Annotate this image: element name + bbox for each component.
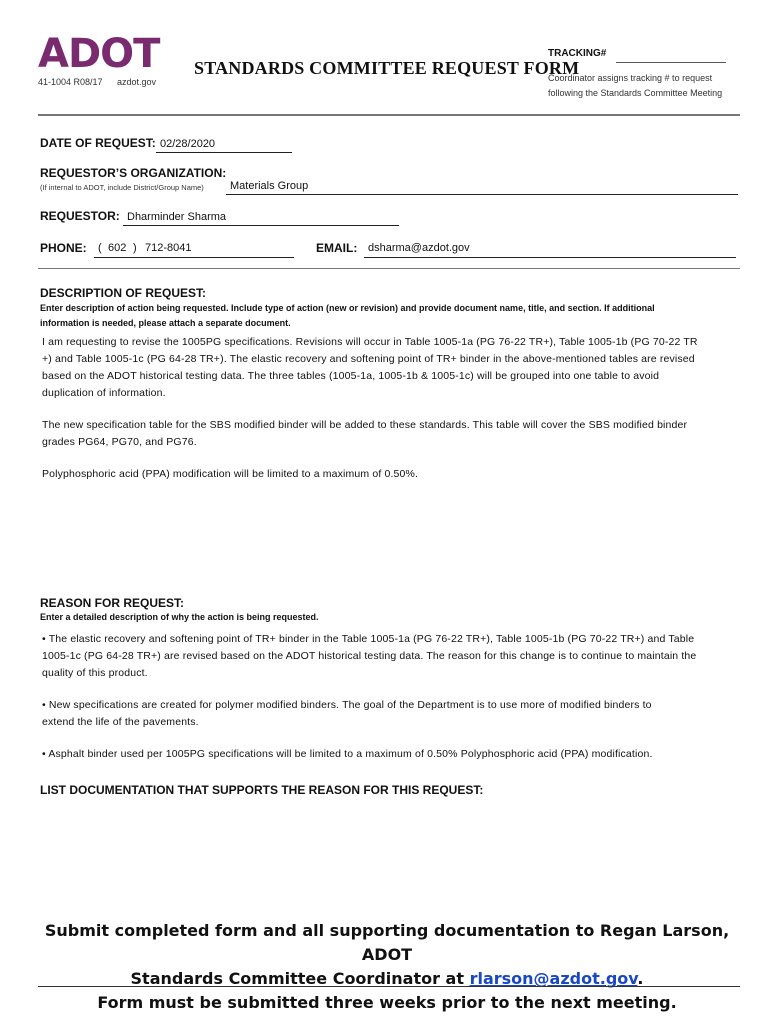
phone-area-code-field[interactable]: 602 [108,242,127,254]
reason-hint: Enter a detailed description of why the action is being requested. [40,612,319,622]
phone-area-close: ) [133,242,137,254]
footer-line-2-suffix: . [637,969,644,988]
description-line: The new specification table for the SBS modified binder will be added to these standards. This table will cover the SBS modified binder [42,419,688,431]
tracking-note-line-2: following the Standards Committee Meeting [548,88,723,98]
requestor-field-value[interactable]: Dharminder Sharma [127,211,227,223]
description-line: duplication of information. [42,387,166,399]
description-line: +) and Table 1005-1c (PG 64-28 TR+). The elastic recovery and softening point of TR+ binder in the above-mentioned tables are revised [42,353,695,365]
description-line: grades PG64, PG70, and PG76. [42,436,197,448]
organization-label: REQUESTOR’S ORGANIZATION: [40,166,227,180]
coordinator-email-link[interactable]: rlarson@azdot.gov [469,969,638,988]
footer-divider [38,986,740,987]
description-hint-line-2: information is needed, please attach a separate document. [40,318,291,328]
description-line: based on the ADOT historical testing data. The three tables (1005-1a, 1005-1b & 1005-1c) will be grouped into one table to avoid [42,370,660,382]
reason-line: • The elastic recovery and softening point of TR+ binder in the Table 1005-1a (PG 76-22 TR+), Table 1005-1b (PG 70-22 TR+) and Table [42,633,695,645]
submission-instructions [40,919,734,1015]
footer-line-2-prefix: Standards Committee Coordinator at [130,969,470,988]
header-divider [38,114,740,116]
phone-label: PHONE: [40,241,87,255]
reason-line: 1005-1c (PG 64-28 TR+) are revised based on the ADOT historical testing data. The reason for this change is to continue to maintain the [42,650,697,662]
documentation-title: LIST DOCUMENTATION THAT SUPPORTS THE REASON FOR THIS REQUEST: [40,783,484,797]
organization-field-value[interactable]: Materials Group [230,180,309,192]
date-label: DATE OF REQUEST: [40,136,156,150]
date-field-value[interactable]: 02/28/2020 [160,138,216,150]
organization-field-underline [226,194,738,195]
description-hint-line-1: Enter description of action being requested. Include type of action (new or revision) and provide document name, title, and section. If additional [40,303,655,313]
reason-line: • New specifications are created for polymer modified binders. The goal of the Department is to use more of modified binders to [42,699,652,711]
tracking-note-line-1: Coordinator assigns tracking # to request [548,73,713,83]
description-line: I am requesting to revise the 1005PG specifications. Revisions will occur in Table 1005-1a (PG 76-22 TR+), Table 1005-1b (PG 70-22 TR [42,336,698,348]
reason-line: quality of this product. [42,667,148,679]
description-title: DESCRIPTION OF REQUEST: [40,286,207,300]
reason-line: extend the life of the pavements. [42,716,199,728]
description-line: Polyphosphoric acid (PPA) modification will be limited to a maximum of 0.50%. [42,468,419,480]
footer-line-3: Form must be submitted three weeks prior to the next meeting. [97,993,677,1012]
tracking-field[interactable] [616,62,726,63]
documentation-text-area[interactable] [40,800,740,900]
email-field-value[interactable]: dsharma@azdot.gov [368,242,470,254]
tracking-note [548,71,722,101]
footer-line-2 [40,967,734,991]
footer-line-1: Submit completed form and all supporting documentation to Regan Larson, ADOT [44,921,730,964]
adot-logo: ADOT [38,31,160,77]
email-label: EMAIL: [316,241,358,255]
requestor-label: REQUESTOR: [40,209,120,223]
website-text: azdot.gov [117,77,157,87]
page-title: STANDARDS COMMITTEE REQUEST FORM [194,58,580,78]
description-text-area[interactable] [42,334,742,483]
email-field-underline [364,257,736,258]
form-number: 41-1004 R08/17 [38,77,103,87]
reason-title: REASON FOR REQUEST: [40,596,185,610]
tracking-label: TRACKING# [548,48,607,59]
phone-field-underline [94,257,294,258]
date-field-underline [156,152,292,153]
reason-text-area[interactable] [42,631,742,763]
phone-area-open: ( [98,242,102,254]
description-hint [40,301,655,331]
reason-line: • Asphalt binder used per 1005PG specifications will be limited to a maximum of 0.50% Polyphosphoric acid (PPA) modification. [42,748,653,760]
phone-number-field[interactable]: 712-8041 [145,242,192,254]
contact-divider [38,268,740,269]
requestor-field-underline [123,225,399,226]
organization-hint: (If internal to ADOT, include District/Group Name) [40,183,204,192]
